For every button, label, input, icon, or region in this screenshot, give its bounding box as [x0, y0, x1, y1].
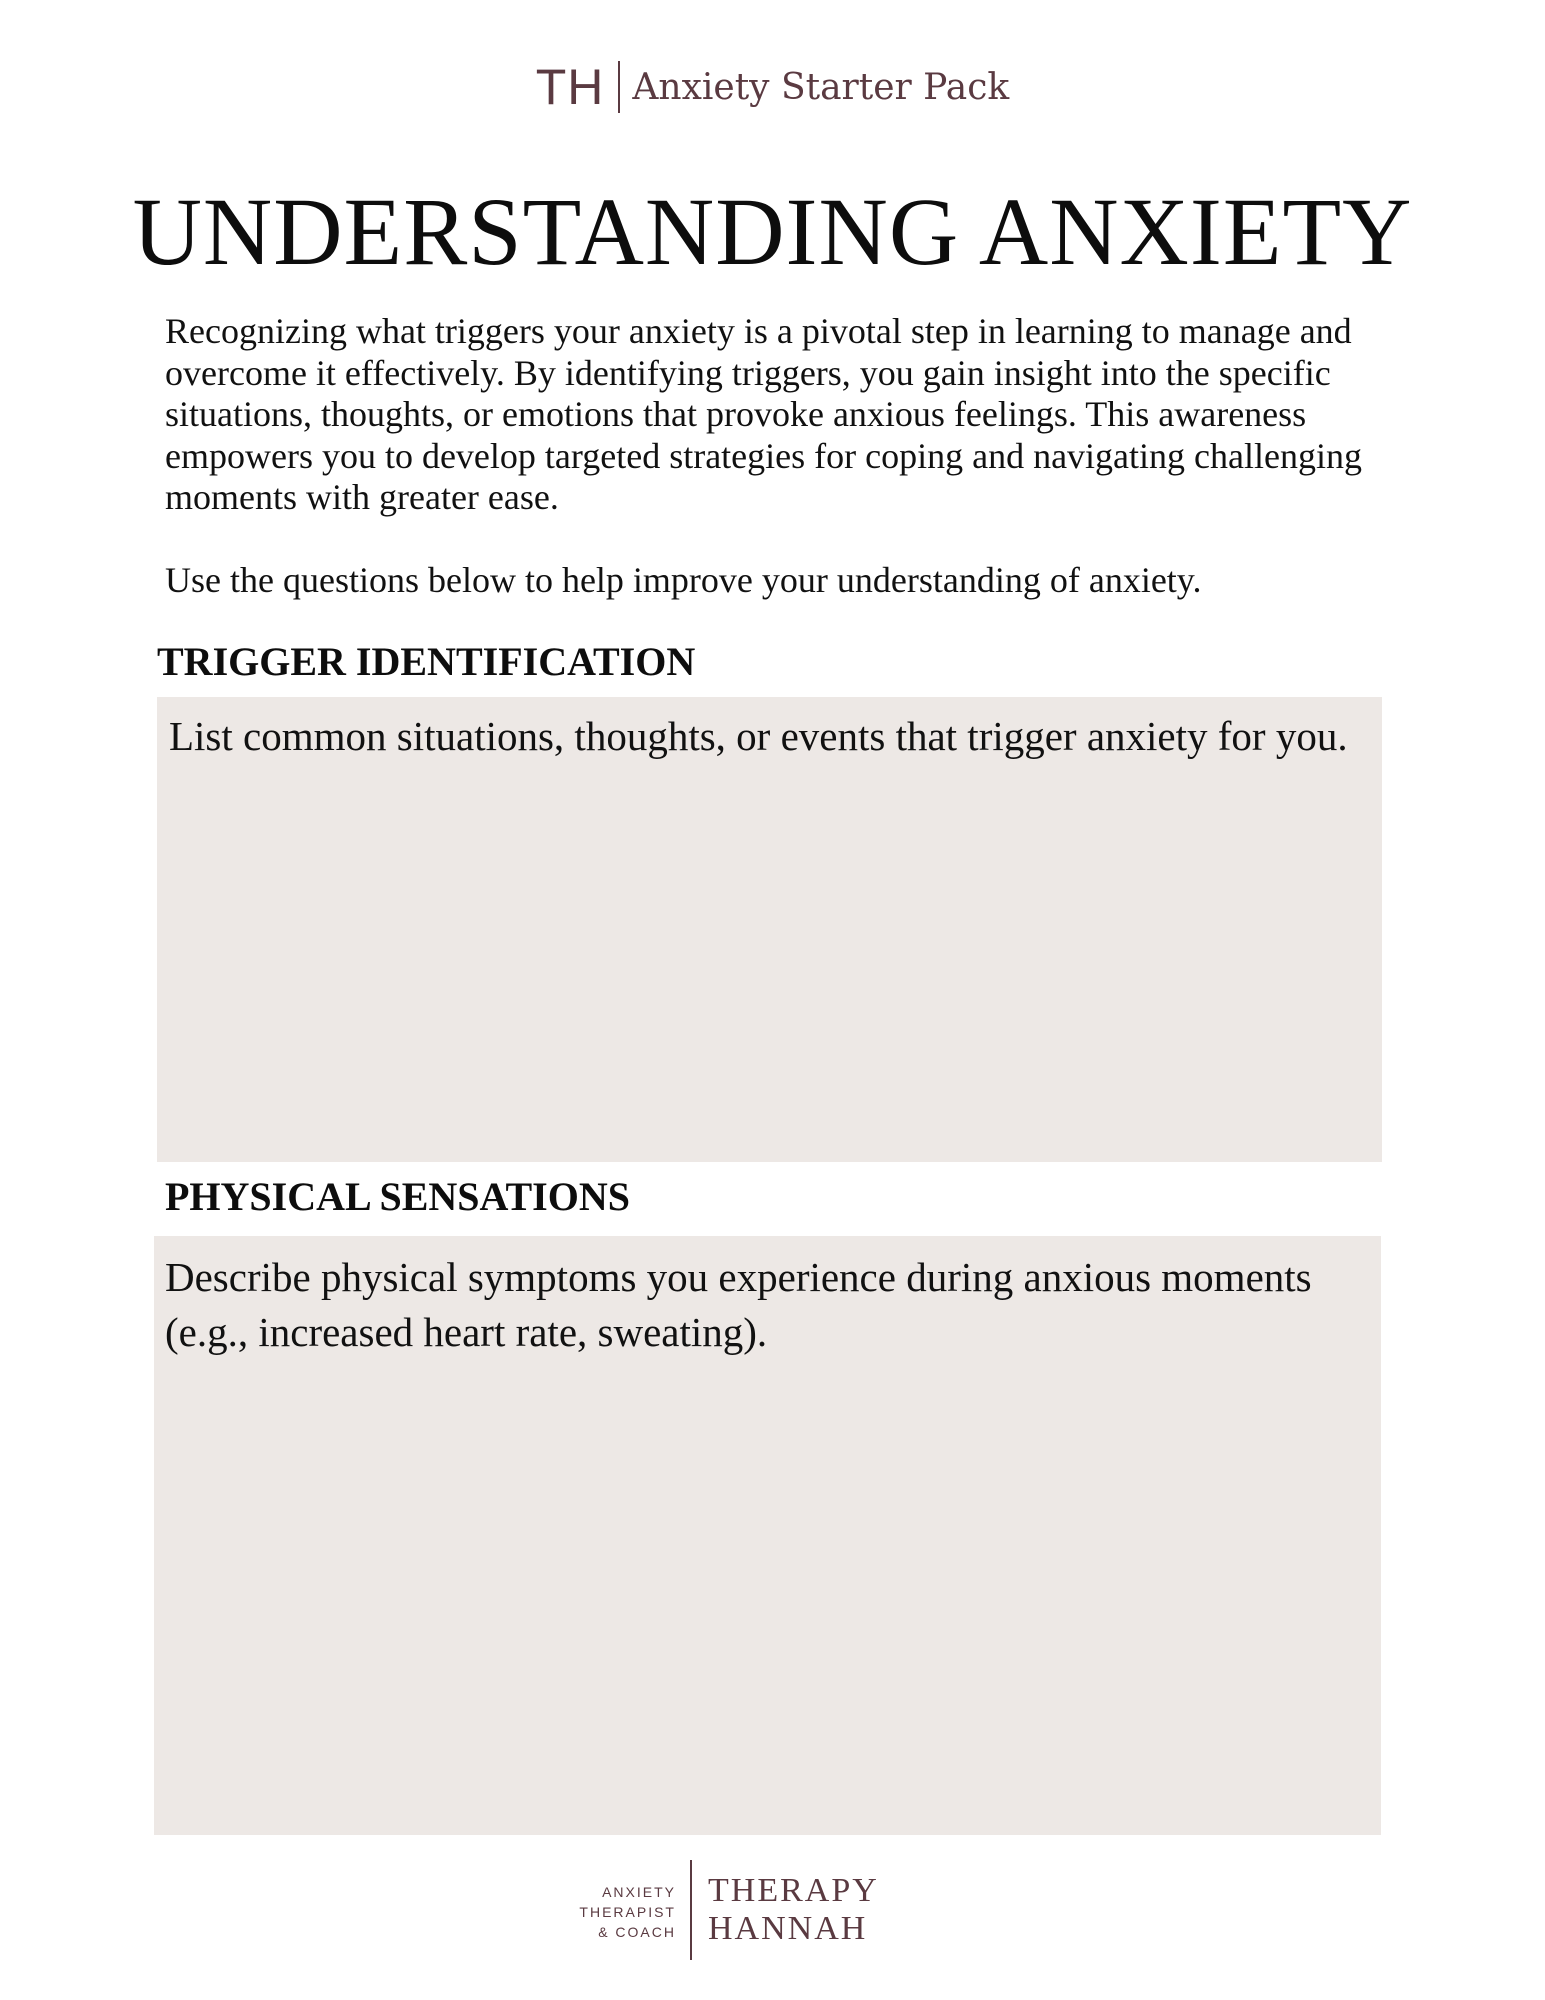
footer-tagline-line: THERAPIST [579, 1904, 676, 1920]
footer-tagline [540, 1882, 676, 1942]
physical-sensations-heading: PHYSICAL SENSATIONS [165, 1174, 630, 1219]
trigger-identification-prompt: List common situations, thoughts, or events that trigger anxiety for you. [169, 713, 1348, 759]
intro-instruction: Use the questions below to help improve your understanding of anxiety. [165, 560, 1202, 600]
footer-logo [0, 1860, 1545, 1960]
intro-paragraph: Recognizing what triggers your anxiety is a pivotal step in learning to manage and overcome it effectively. By identifying triggers, you gain insight into the specific situations, thoughts, or emotions that provoke anxious feelings. This awareness empowers you to develop targeted strategies for coping and navigating challenging moments with greater ease. [165, 311, 1362, 517]
footer-brand [708, 1872, 879, 1948]
footer-tagline-line: & COACH [598, 1924, 676, 1940]
footer-brand-line: THERAPY [708, 1872, 879, 1909]
header-divider [618, 61, 620, 113]
footer-brand-line: HANNAH [708, 1910, 868, 1947]
trigger-identification-heading: TRIGGER IDENTIFICATION [157, 639, 696, 684]
page-title: UNDERSTANDING ANXIETY [132, 178, 1413, 285]
trigger-identification-answer-box[interactable] [157, 697, 1382, 1162]
footer-divider [690, 1860, 692, 1960]
pack-title: Anxiety Starter Pack [632, 66, 1010, 108]
logo-monogram: TH [535, 59, 605, 115]
footer-tagline-line: ANXIETY [602, 1884, 676, 1900]
physical-sensations-prompt: Describe physical symptoms you experience during anxious moments (e.g., increased heart rate, sweating). [165, 1254, 1312, 1355]
page-header [0, 58, 1545, 116]
physical-sensations-answer-box[interactable] [154, 1236, 1381, 1835]
